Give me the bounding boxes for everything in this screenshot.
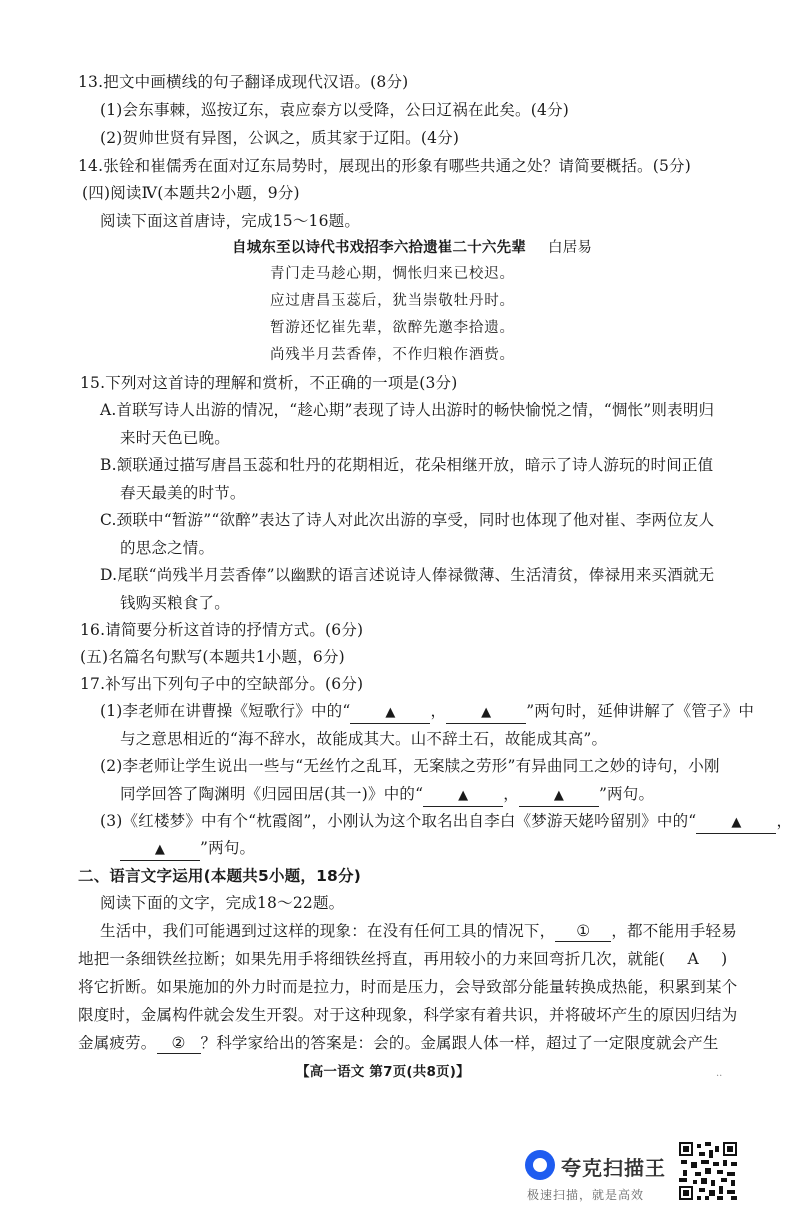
poem-title: 自城东至以诗代书戏招李六拾遗崔二十六先辈 [232, 240, 526, 256]
q17-item3-text-a: (3)《红楼梦》中有个“枕霞阁”，小刚认为这个取名出自李白《梦游天姥吟留别》中的“ [100, 812, 697, 830]
q15-option-c-line1: C.颈联中“暂游”“欲醉”表达了诗人对此次出游的享受，同时也体现了他对崔、李两位友人 [100, 511, 715, 529]
q17-item1-line2: 与之意思相近的“海不辞水，故能成其大。山不辞土石，故能成其高”。 [120, 730, 608, 748]
blank-marker: ▲ [553, 788, 565, 803]
page-footer: 【高一语文 第7页(共8页)】 [296, 1064, 470, 1080]
answer-blank[interactable] [696, 811, 776, 834]
section4-heading: (四)阅读Ⅳ(本题共2小题，9分) [82, 184, 300, 202]
poem-line-4: 尚残半月芸香俸，不作归粮作酒赀。 [270, 347, 515, 363]
corner-dots: .. [716, 1068, 723, 1079]
q17-item2-line2 [120, 784, 654, 807]
q17-item1-text-a: (1)李老师在讲曹操《短歌行》中的“ [100, 702, 351, 720]
watermark-slogan: 极速扫描，就是高效 [527, 1188, 645, 1202]
q17-item2-text-d: ”两句。 [598, 785, 655, 803]
q17-item1-line1 [100, 701, 754, 724]
part2-intro: 阅读下面的文字，完成18～22题。 [100, 894, 345, 912]
qr-code-icon [677, 1140, 739, 1202]
blank-marker: ▲ [458, 788, 469, 803]
passage-text: ？科学家给出的答案是：会的。金属跟人体一样，超过了一定限度就会产生 [200, 1034, 719, 1052]
answer-blank[interactable] [350, 701, 430, 724]
passage-text: ，都不能用手轻易 [611, 922, 737, 940]
passage-text: ) [721, 950, 728, 968]
q15-option-a-line1: A.首联写诗人出游的情况，“趁心期”表现了诗人出游时的畅快愉悦之情，“惆怅”则表明归 [100, 401, 715, 419]
q15-option-b-line1: B.颔联通过描写唐昌玉蕊和牡丹的花期相近，花朵相继开放，暗示了诗人游玩的时间正值 [100, 456, 714, 474]
scanner-watermark [525, 1148, 675, 1208]
q15-stem: 15.下列对这首诗的理解和赏析，不正确的一项是(3分) [80, 374, 458, 392]
q17-item2-text-c: ， [503, 785, 519, 803]
q17-item3-line1 [100, 811, 792, 834]
watermark-name: 夸克扫描王 [561, 1156, 666, 1180]
poem-line-1: 青门走马趁心期，惆怅归来已校迟。 [270, 266, 515, 282]
q15-option-b-line2: 春天最美的时节。 [120, 484, 246, 502]
poem-author: 白居易 [548, 240, 593, 256]
q15-option-a-line2: 来时天色已晚。 [120, 429, 230, 447]
quark-logo-icon [525, 1150, 555, 1180]
passage-blank-1[interactable] [555, 921, 611, 942]
section5-heading: (五)名篇名句默写(本题共1小题，6分) [80, 648, 345, 666]
blank-marker: ▲ [154, 842, 166, 857]
answer-blank[interactable] [519, 784, 599, 807]
passage-line-1 [100, 921, 737, 942]
q15-option-c-line2: 的思念之情。 [120, 539, 215, 557]
section4-intro: 阅读下面这首唐诗，完成15～16题。 [100, 212, 361, 230]
passage-blank-2[interactable] [157, 1033, 201, 1054]
q17-stem: 17.补写出下列句子中的空缺部分。(6分) [80, 675, 364, 693]
q16-stem: 16.请简要分析这首诗的抒情方式。(6分) [80, 621, 364, 639]
passage-text: 地把一条细铁丝拉断；如果先用手将细铁丝捋直，再用较小的力来回弯折几次，就能( [78, 950, 666, 968]
q15-option-d-line2: 钱购买粮食了。 [120, 594, 230, 612]
answer-blank[interactable] [446, 701, 526, 724]
q14-stem: 14.张铨和崔儒秀在面对辽东局势时，展现出的形象有哪些共通之处？请简要概括。(5分) [78, 157, 692, 175]
q13-stem: 13.把文中画横线的句子翻译成现代汉语。(8分) [78, 73, 409, 91]
q13-sub1: (1)会东事棘，巡按辽东，袁应泰方以受降，公曰辽祸在此矣。(4分) [100, 101, 570, 119]
q17-item1-text-b: ， [430, 702, 447, 720]
q17-item3-text-b: ， [776, 812, 793, 830]
q13-sub2: (2)贺帅世贤有异图，公讽之，质其家于辽阳。(4分) [100, 129, 460, 147]
passage-line-5 [78, 1033, 719, 1054]
passage-line-3: 将它折断。如果施加的外力时而是拉力，时而是压力，会导致部分能量转换成热能，积累到某个 [78, 978, 738, 996]
blank-marker: ▲ [481, 705, 492, 720]
poem-line-2: 应过唐昌玉蕊后，犹当崇敬牡丹时。 [270, 293, 515, 309]
blank-marker: ▲ [731, 815, 742, 830]
q15-option-d-line1: D.尾联“尚残半月芸香俸”以幽默的语言述说诗人俸禄微薄、生活清贫，俸禄用来买酒就无 [100, 566, 715, 584]
answer-blank[interactable] [423, 784, 503, 807]
q17-item2-text-b: 同学回答了陶渊明《归园田居(其一)》中的“ [120, 785, 424, 803]
part2-heading: 二、语言文字运用(本题共5小题，18分) [78, 867, 362, 885]
passage-text: 金属疲劳。 [78, 1034, 157, 1052]
passage-line-2 [78, 949, 727, 969]
blank-label: ① [576, 922, 591, 940]
q17-item2-line1: (2)李老师让学生说出一些与“无丝竹之乱耳，无案牍之劳形”有异曲同工之妙的诗句，小刚 [100, 757, 720, 775]
poem-line-3: 暂游还忆崔先辈，欲醉先邀李拾遗。 [270, 320, 515, 336]
blank-marker: ▲ [385, 705, 396, 720]
passage-blank-a[interactable]: A [687, 950, 699, 968]
q17-item1-text-c: ”两句时，延伸讲解了《管子》中 [526, 702, 755, 720]
q17-item3-line2 [120, 838, 255, 861]
passage-text: 生活中，我们可能遇到过这样的现象：在没有任何工具的情况下， [100, 922, 556, 940]
blank-label: ② [171, 1034, 186, 1052]
passage-line-4: 限度时，金属构件就会发生开裂。对于这种现象，科学家有着共识，并将破坏产生的原因归结为 [78, 1006, 738, 1024]
answer-blank[interactable] [120, 838, 200, 861]
q17-item3-text-c: ”两句。 [200, 839, 256, 857]
